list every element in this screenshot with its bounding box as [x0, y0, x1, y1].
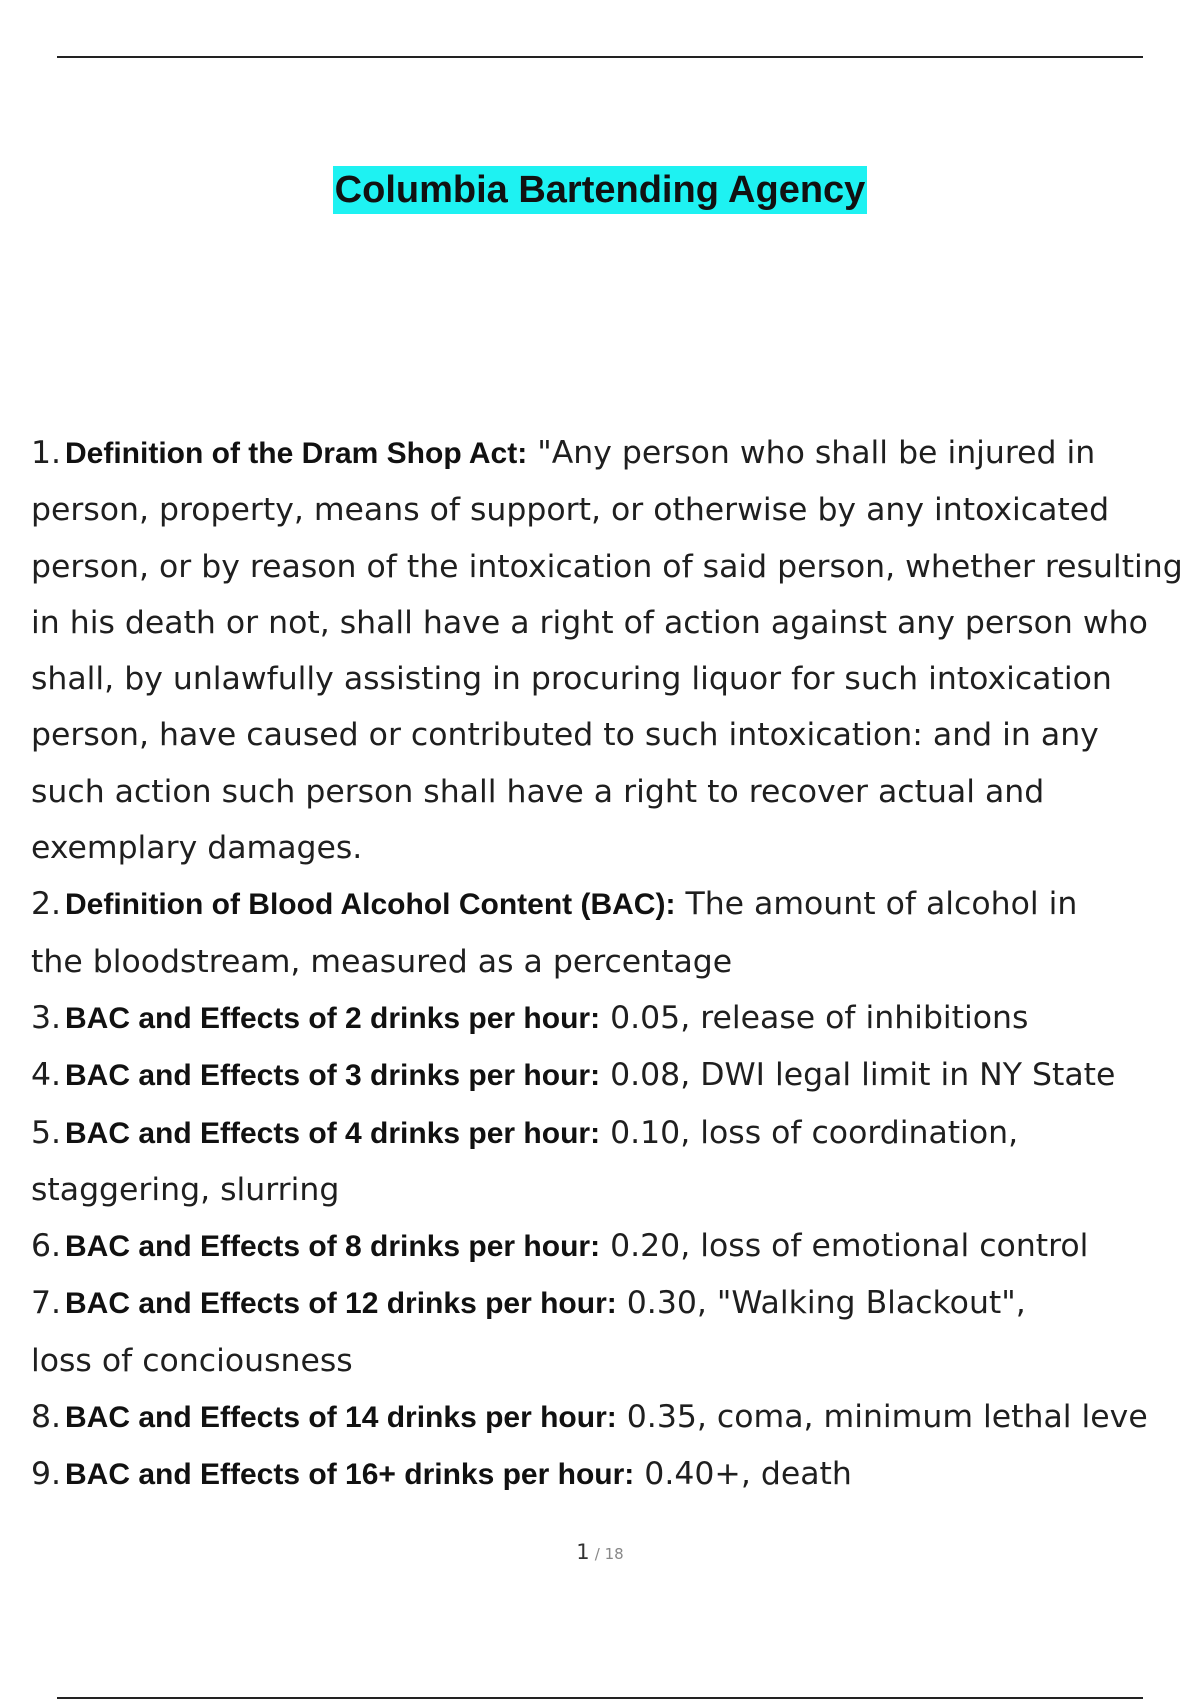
page-indicator [0, 1540, 1200, 1564]
item-text: 0.08, DWI legal limit in NY State [600, 1057, 1116, 1094]
list-item-continuation [31, 651, 1200, 707]
item-label: BAC and Effects of 2 drinks per hour: [65, 1001, 601, 1035]
item-text: 0.20, loss of emotional control [600, 1228, 1089, 1265]
item-number: 8. [31, 1399, 62, 1436]
list-item [31, 1105, 1200, 1162]
list-item-continuation [31, 820, 1200, 876]
item-number: 2. [31, 886, 62, 923]
item-label: BAC and Effects of 12 drinks per hour: [65, 1287, 617, 1321]
item-text: person, property, means of support, or otherwise by any intoxicated [31, 492, 1110, 529]
item-text: loss of conciousness [31, 1342, 353, 1379]
list-item-continuation [31, 482, 1200, 538]
top-rule [57, 56, 1143, 58]
title-wrap [0, 166, 1200, 214]
list-item [31, 425, 1200, 482]
list-item [31, 876, 1200, 933]
current-page: 1 [576, 1540, 590, 1564]
list-item [31, 1275, 1200, 1332]
item-text: 0.05, release of inhibitions [600, 999, 1029, 1036]
item-text: in his death or not, shall have a right of action against any person who [31, 604, 1148, 641]
item-number: 6. [31, 1228, 62, 1265]
document-title: Columbia Bartending Agency [333, 166, 868, 214]
list-item [31, 1218, 1200, 1275]
item-text: such action such person shall have a right to recover actual and [31, 773, 1045, 810]
bottom-rule [57, 1697, 1143, 1699]
definitions-list [31, 425, 1200, 1504]
item-text: person, have caused or contributed to such intoxication: and in any [31, 717, 1099, 754]
list-item-continuation [31, 539, 1200, 595]
item-label: BAC and Effects of 4 drinks per hour: [65, 1116, 601, 1150]
item-number: 3. [31, 999, 62, 1036]
item-text: staggering, slurring [31, 1171, 340, 1208]
item-text: shall, by unlawfully assisting in procuring liquor for such intoxication [31, 661, 1112, 698]
item-number: 9. [31, 1456, 62, 1493]
item-label: BAC and Effects of 14 drinks per hour: [65, 1401, 617, 1435]
item-text: 0.30, "Walking Blackout", [616, 1285, 1026, 1322]
list-item [31, 1389, 1200, 1446]
list-item [31, 1047, 1200, 1104]
list-item-continuation [31, 1162, 1200, 1218]
item-label: BAC and Effects of 3 drinks per hour: [65, 1059, 601, 1093]
list-item-continuation [31, 595, 1200, 651]
list-item-continuation [31, 707, 1200, 763]
item-text: person, or by reason of the intoxication of said person, whether resulting [31, 548, 1183, 585]
item-text: 0.40+, death [634, 1456, 852, 1493]
item-text: The amount of alcohol in [675, 886, 1078, 923]
item-text: 0.35, coma, minimum lethal leve [616, 1399, 1148, 1436]
item-text: "Any person who shall be injured in [527, 435, 1096, 471]
item-label: BAC and Effects of 16+ drinks per hour: [65, 1458, 635, 1492]
item-number: 5. [31, 1114, 62, 1151]
item-number: 1. [31, 435, 62, 471]
list-item [31, 990, 1200, 1047]
item-text: exemplary damages. [31, 830, 363, 867]
item-text: the bloodstream, measured as a percentage [31, 943, 733, 980]
list-item-continuation [31, 934, 1200, 990]
list-item [31, 1446, 1200, 1503]
item-label: BAC and Effects of 8 drinks per hour: [65, 1230, 601, 1264]
total-pages: / 18 [594, 1545, 624, 1563]
item-number: 4. [31, 1057, 62, 1094]
list-item-continuation [31, 764, 1200, 820]
list-item-continuation [31, 1333, 1200, 1389]
item-label: Definition of Blood Alcohol Content (BAC): [65, 888, 676, 922]
item-number: 7. [31, 1285, 62, 1322]
item-label: Definition of the Dram Shop Act: [65, 437, 528, 470]
item-text: 0.10, loss of coordination, [600, 1114, 1019, 1151]
